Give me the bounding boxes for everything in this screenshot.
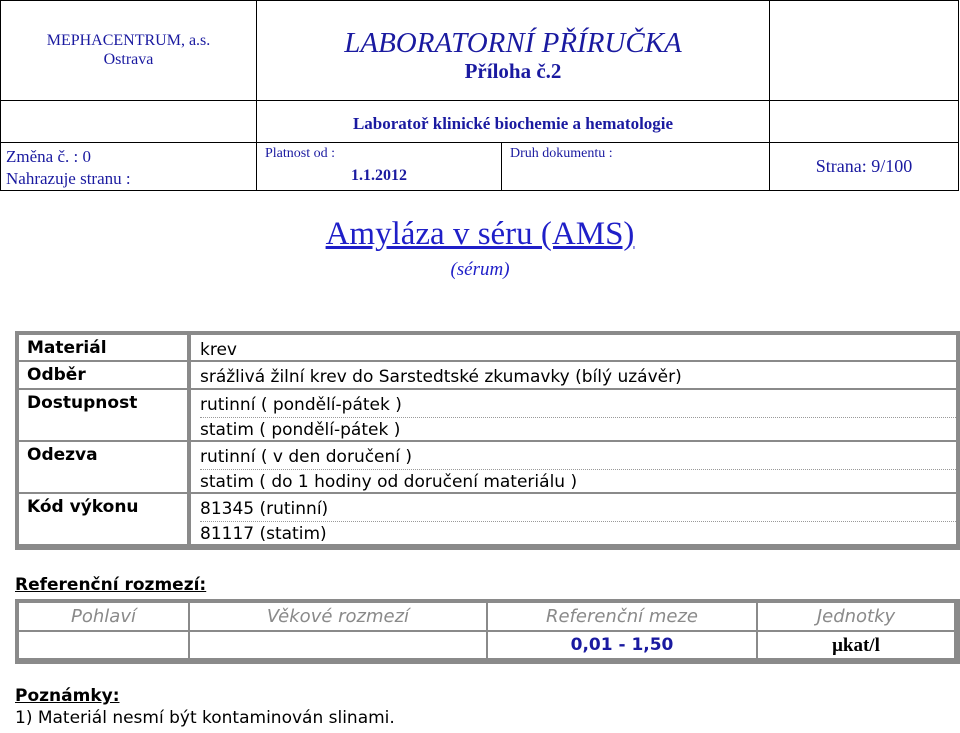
valid-from-date: 1.1.2012 [351,167,407,184]
test-title: Amyláza v séru (AMS) [325,216,635,252]
appendix-label: Příloha č.2 [464,59,562,83]
doc-type-cell [502,143,770,191]
info-row-availability [19,390,956,440]
company-name: MEPHACENTRUM, a.s. [46,32,211,49]
empty-cell [1,101,257,143]
ref-col-units: Jednotky [758,603,954,630]
ref-col-age: Věkové rozmezí [190,603,486,630]
manual-title: LABORATORNÍ PŘÍRUČKA [344,27,682,59]
availability-statim: statim ( pondělí-pátek ) [200,420,401,440]
code-value [191,494,956,544]
change-number: Změna č. : 0 [6,147,91,166]
info-table [15,331,960,550]
ref-cell-units: μkat/l [758,632,954,658]
code-statim: 81117 (statim) [200,524,327,544]
response-value [191,442,956,492]
document-header [0,0,959,191]
company-city: Ostrava [103,51,154,68]
reference-heading: Referenční rozmezí: [15,575,207,595]
note-item: 1) Materiál nesmí být kontaminován slinami. [15,708,395,728]
info-row-response [19,442,956,492]
doc-type-label: Druh dokumentu : [510,146,613,161]
collection-label: Odběr [19,362,187,388]
reference-table [15,599,960,664]
change-cell [1,143,257,191]
response-statim: statim ( do 1 hodiny od doručení materiálu ) [200,472,578,492]
availability-label: Dostupnost [19,390,187,440]
title-cell [257,1,770,101]
valid-from-cell [257,143,502,191]
code-label: Kód výkonu [19,494,187,544]
code-routine: 81345 (rutinní) [200,497,956,522]
material-value: krev [191,335,956,360]
company-cell [1,1,257,101]
logo-cell [770,1,959,101]
info-row-collection [19,362,956,388]
response-routine: rutinní ( v den doručení ) [200,445,956,470]
ref-cell-sex [19,632,188,658]
laboratory-name: Laboratoř klinické biochemie a hematologie [257,101,770,143]
ref-cell-range: 0,01 - 1,50 [488,632,756,658]
availability-routine: rutinní ( pondělí-pátek ) [200,393,956,418]
notes-heading: Poznámky: [15,686,120,706]
ref-cell-age [190,632,486,658]
info-row-material [19,335,956,360]
collection-value: srážlivá žilní krev do Sarstedtské zkumavky (bílý uzávěr) [191,362,956,388]
replaces-page: Nahrazuje stranu : [6,169,131,188]
valid-from-label: Platnost od : [265,146,336,161]
response-label: Odezva [19,442,187,492]
empty-cell-right [770,101,959,143]
page-number: Strana: 9/100 [770,143,959,191]
test-subtitle: (sérum) [450,259,510,280]
availability-value [191,390,956,440]
ref-col-sex: Pohlaví [19,603,188,630]
material-label: Materiál [19,335,187,360]
info-row-code [19,494,956,544]
ref-col-range: Referenční meze [488,603,756,630]
